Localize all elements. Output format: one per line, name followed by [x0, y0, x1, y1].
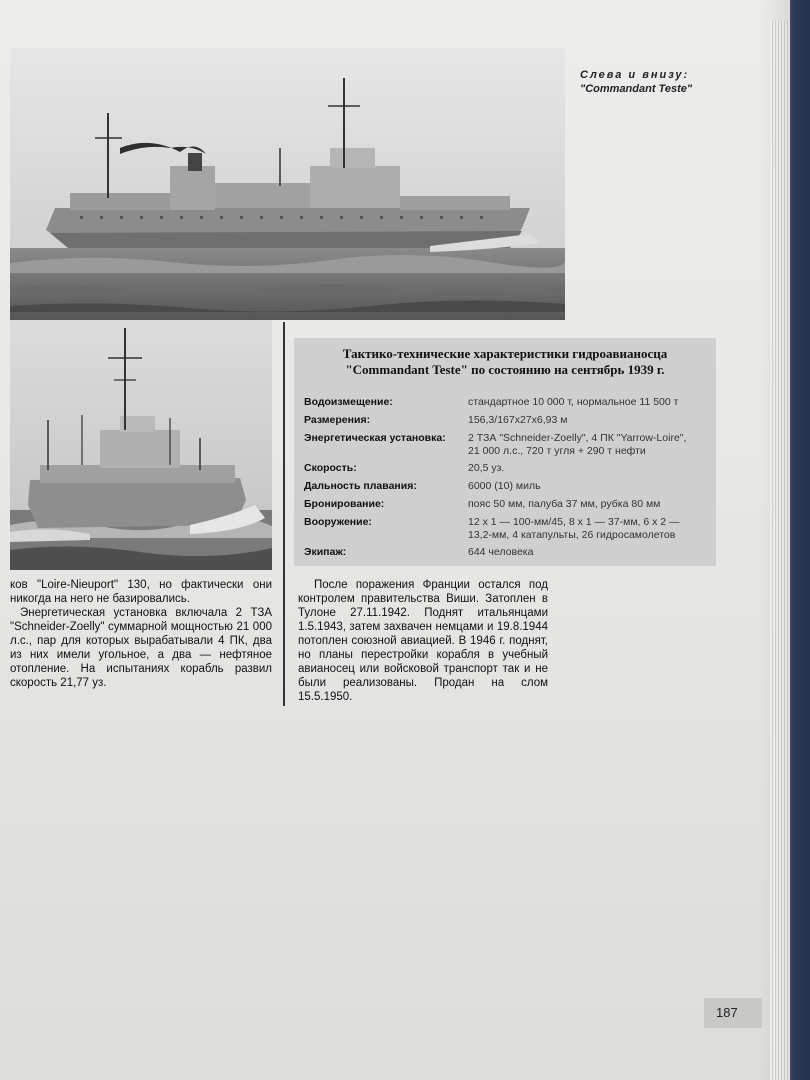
spec-label: Экипаж:: [304, 546, 347, 558]
left-column-text: [10, 578, 272, 690]
page-shadow: [760, 0, 790, 1080]
spec-value: 20,5 уз.: [468, 462, 505, 474]
photo-caption: [580, 68, 692, 96]
spec-title-line-1: Тактико-технические характеристики гидроавианосца: [342, 346, 668, 361]
right-paragraph: После поражения Франции остался под контролем правительства Виши. Затоплен в Тулоне 27.11.1942. Поднят итальянцами 1.5.1943, затем захвачен немцами и 19.8.1944 потоплен союзной авиацией. В 1946 г. поднят, но планы перестройки корабля в учебный авианосец или войсковой транспорт так и не были реализованы. Продан на слом 15.5.1950.: [298, 579, 548, 703]
spec-value: 12 х 1 — 100-мм/45, 8 х 1 — 37-мм, 6 х 2 — 13,2-мм, 4 катапульты, 26 гидросамолетов: [468, 516, 680, 541]
spec-label: Водоизмещение:: [304, 396, 393, 408]
caption-line-2: "Commandant Teste": [580, 83, 693, 95]
spec-value: 644 человека: [468, 546, 534, 558]
spec-label: Вооружение:: [304, 516, 372, 528]
spec-table: [294, 338, 716, 566]
spec-label: Энергетическая установка:: [304, 432, 446, 444]
spec-label: Скорость:: [304, 462, 357, 474]
left-paragraph-1: ков "Loire-Nieuport" 130, но фактически они никогда на него не базировались.: [10, 579, 272, 605]
left-paragraph-2: Энергетическая установка включала 2 ТЗА "Schneider-Zoelly" суммарной мощностью 21 000 л.с., пар для которых вырабатывали 4 ПК, два из них имели угольное, а два — нефтяное отопление. На испытаниях корабль развил скорость 21,77 уз.: [10, 607, 272, 689]
spec-title: [294, 346, 716, 378]
spec-value: 156,3/167х27х6,93 м: [468, 414, 568, 426]
spec-value: стандартное 10 000 т, нормальное 11 500 т: [468, 396, 679, 408]
spec-label: Размерения:: [304, 414, 371, 426]
spec-label: Дальность плавания:: [304, 480, 417, 492]
column-divider: [283, 322, 285, 706]
spec-value: пояс 50 мм, палуба 37 мм, рубка 80 мм: [468, 498, 661, 510]
spec-title-line-2: "Commandant Teste" по состоянию на сентябрь 1939 г.: [345, 362, 665, 377]
page-number: 187: [716, 1005, 738, 1020]
ship-photo-top: [10, 48, 565, 320]
spec-value: 2 ТЗА "Schneider-Zoelly", 4 ПК "Yarrow-Loire", 21 000 л.с., 720 т угля + 290 т нефти: [468, 432, 687, 457]
caption-line-1: Слева и внизу:: [580, 69, 690, 81]
spec-value: 6000 (10) миль: [468, 480, 541, 492]
ship-photo-bottom: [10, 320, 272, 570]
spec-label: Бронирование:: [304, 498, 385, 510]
right-column-text: [298, 578, 548, 704]
